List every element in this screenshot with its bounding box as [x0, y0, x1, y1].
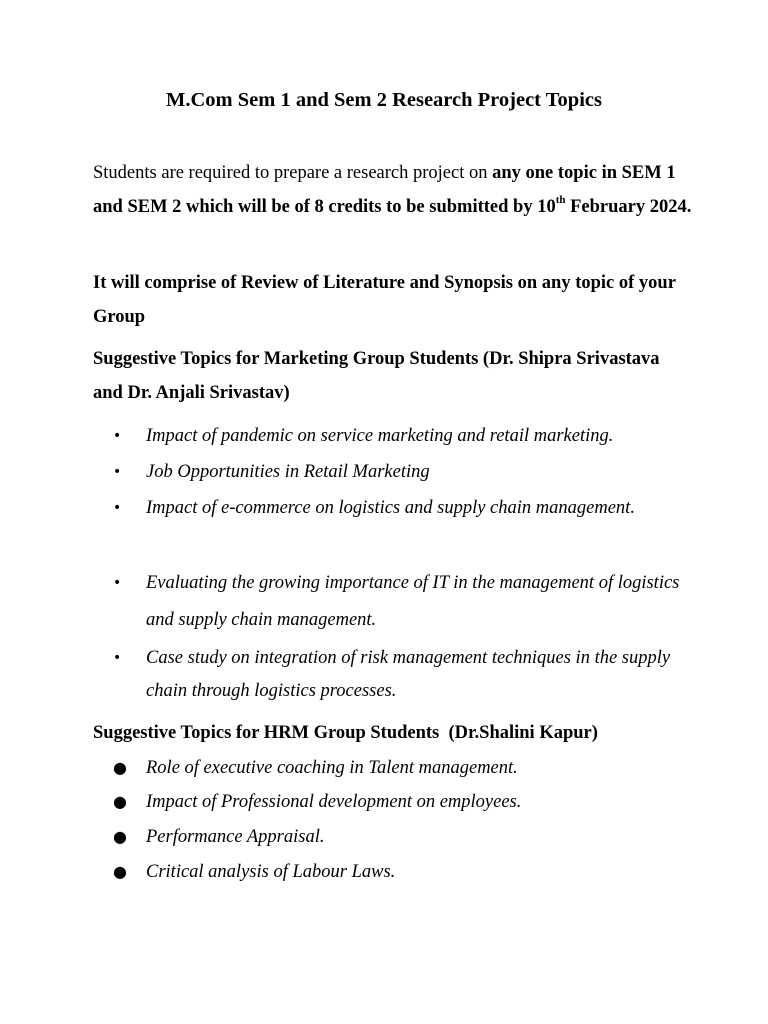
- intro-superscript: th: [555, 193, 566, 206]
- list-item: [113, 454, 686, 490]
- bullet-icon: •: [113, 650, 122, 666]
- bullet-icon: ●: [113, 792, 127, 811]
- page-title: M.Com Sem 1 and Sem 2 Research Project Topics: [166, 89, 602, 111]
- list-item-text: Impact of Professional development on employees.: [146, 792, 522, 812]
- bullet-icon: •: [113, 575, 122, 591]
- bullet-icon: ●: [113, 827, 127, 846]
- intro-paragraph: [93, 156, 693, 224]
- bullet-icon: ●: [113, 862, 127, 881]
- list-item: [113, 642, 686, 708]
- list-item-text: Impact of e-commerce on logistics and supply chain management.: [146, 498, 635, 518]
- list-item-text: Evaluating the growing importance of IT in the management of logistics and supply chain management.: [146, 573, 680, 630]
- list-item: [113, 820, 686, 854]
- list-item: [113, 565, 686, 639]
- intro-text: Students are required to prepare a research project on: [93, 163, 493, 183]
- list-item: [113, 490, 686, 527]
- list-item: [113, 418, 686, 454]
- bullet-icon: •: [113, 500, 122, 516]
- list-item: [113, 751, 686, 785]
- comprise-paragraph: It will comprise of Review of Literature and Synopsis on any topic of your Group: [93, 273, 676, 327]
- intro-deadline-text: February 2024.: [565, 197, 692, 217]
- list-item-text: Impact of pandemic on service marketing and retail marketing.: [146, 426, 614, 446]
- bullet-icon: ●: [113, 758, 127, 777]
- list-item-text: Case study on integration of risk management techniques in the supply chain through logistics processes.: [146, 648, 671, 701]
- intro-bold-text: any one topic in SEM 1 and SEM 2 which will be of 8 credits to be submitted by 10: [93, 163, 676, 217]
- list-item-text: Role of executive coaching in Talent management.: [146, 758, 518, 778]
- list-item-text: Performance Appraisal.: [146, 827, 325, 847]
- hrm-heading: Suggestive Topics for HRM Group Students (Dr.Shalini Kapur): [93, 723, 598, 743]
- list-item: [113, 855, 686, 889]
- bullet-icon: •: [113, 464, 122, 480]
- list-item-text: Critical analysis of Labour Laws.: [146, 862, 396, 882]
- bullet-icon: •: [113, 428, 122, 444]
- list-item: [113, 785, 686, 819]
- list-item-text: Job Opportunities in Retail Marketing: [146, 462, 430, 482]
- marketing-heading: Suggestive Topics for Marketing Group Students (Dr. Shipra Srivastava and Dr. Anjali Srivastav): [93, 349, 660, 403]
